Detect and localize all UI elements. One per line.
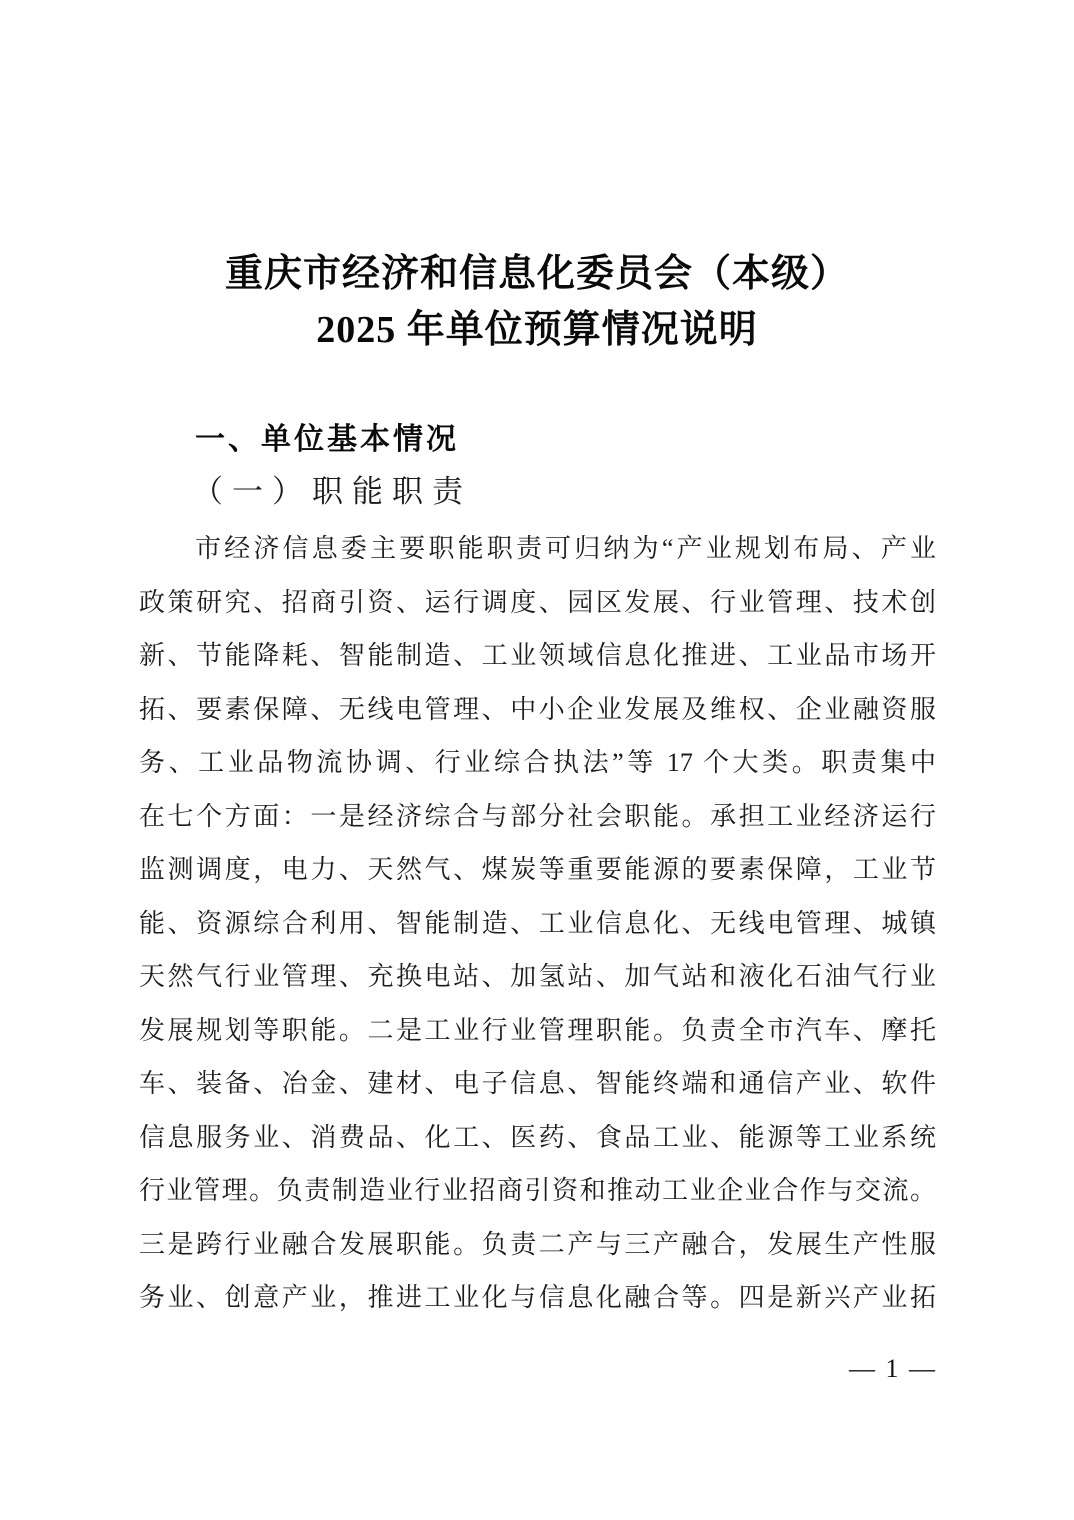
document-title-line2: 2025 年单位预算情况说明 xyxy=(316,309,758,351)
paragraph-line: 务、工业品物流协调、行业综合执法”等 17 个大类。职责集中 xyxy=(139,748,936,777)
paragraph-line: 行业管理。负责制造业行业招商引资和推动工业企业合作与交流。 xyxy=(139,1176,936,1205)
section-heading: 一、单位基本情况 xyxy=(195,423,459,456)
paragraph-line: 务业、创意产业，推进工业化与信息化融合等。四是新兴产业拓 xyxy=(139,1283,936,1312)
paragraph-line: 拓、要素保障、无线电管理、中小企业发展及维权、企业融资服 xyxy=(139,694,936,724)
paragraph-line: 能、资源综合利用、智能制造、工业信息化、无线电管理、城镇 xyxy=(139,908,936,938)
document-title xyxy=(0,246,1074,358)
paragraph-line: 发展规划等职能。二是工业行业管理职能。负责全市汽车、摩托 xyxy=(139,1015,936,1045)
subsection-heading: （一）职能职责 xyxy=(192,474,472,509)
paragraph-line: 政策研究、招商引资、运行调度、园区发展、行业管理、技术创 xyxy=(139,587,936,617)
paragraph-line: 信息服务业、消费品、化工、医药、食品工业、能源等工业系统 xyxy=(139,1122,936,1152)
paragraph-line: 监测调度，电力、天然气、煤炭等重要能源的要素保障，工业节 xyxy=(139,855,936,884)
paragraph-line: 市经济信息委主要职能职责可归纳为“产业规划布局、产业 xyxy=(195,534,936,563)
paragraph-line: 三是跨行业融合发展职能。负责二产与三产融合，发展生产性服 xyxy=(139,1229,936,1259)
paragraph-line: 新、节能降耗、智能制造、工业领域信息化推进、工业品市场开 xyxy=(139,641,936,670)
page-number: — 1 — xyxy=(849,1354,937,1383)
document-title-line1: 重庆市经济和信息化委员会（本级） xyxy=(224,253,849,295)
paragraph-line: 在七个方面：一是经济综合与部分社会职能。承担工业经济运行 xyxy=(139,801,936,831)
paragraph-line: 天然气行业管理、充换电站、加氢站、加气站和液化石油气行业 xyxy=(139,962,936,991)
body-paragraph xyxy=(139,522,936,1325)
paragraph-line: 车、装备、冶金、建材、电子信息、智能终端和通信产业、软件 xyxy=(139,1069,936,1098)
